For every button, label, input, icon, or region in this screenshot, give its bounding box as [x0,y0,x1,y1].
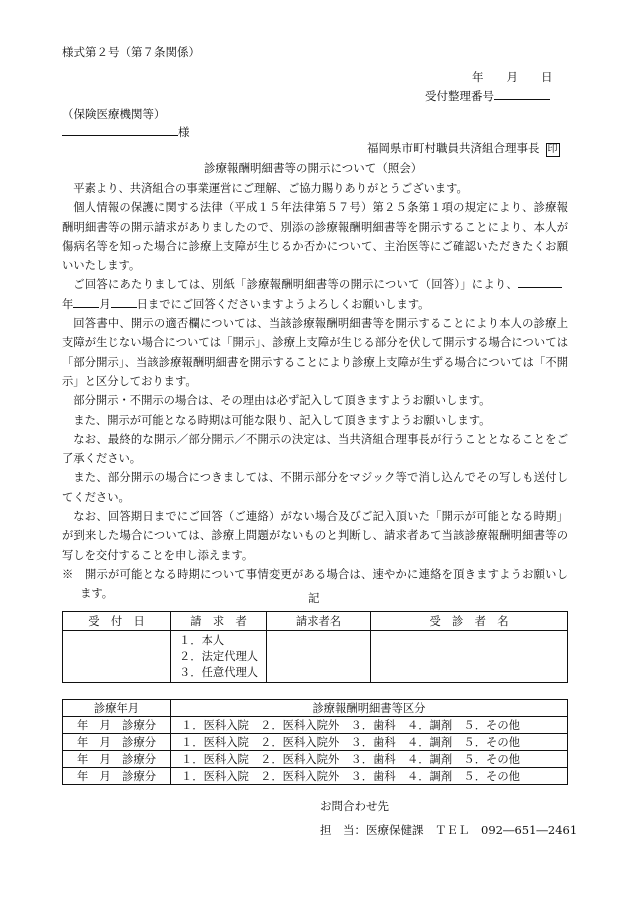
reply-blank-month [111,295,137,308]
receipt-number [425,87,550,105]
sender [367,140,560,157]
addressee-line [62,123,190,141]
header-statement-type: 診療報酬明細書等区分 [171,700,568,717]
reply-month: 月 [99,297,111,311]
ki-heading: 記 [308,591,320,605]
request-table [62,611,568,683]
header-receipt-date: 受 付 日 [63,612,171,631]
header-patient-name: 受 診 者 名 [371,612,568,631]
body-text [62,179,568,604]
contact-person-label: 担 当： [320,823,366,837]
paragraph-classification: 回答書中、開示の適否欄については、当該診療報酬明細書等を開示することにより本人の診療上支障が生じない場合については「開示」、診療上支障が生じる部分を伏して開示する場合については「部分開示」、当該診療報酬明細書を開示することにより診療上支障が生ずる場合については「不開示」と区分しております。 [62,317,568,388]
form-number: 様式第２号（第７条関係） [62,45,200,59]
reply-year: 年 [62,297,74,311]
paragraph-reason: 部分開示・不開示の場合は、その理由は必ず記入して頂きますようお願いします。 [73,394,491,408]
addressee-label: （保険医療機関等） [62,107,166,121]
paragraph-timing: また、開示が可能となる時期は可能な限り、記入して頂きますようお願いします。 [73,413,491,427]
document-title: 診療報酬明細書等の開示について（照会） [204,161,423,175]
requester-option-legal: ２．法定代理人 [179,649,259,663]
reply-part2: 日までにご回答くださいますようよろしくお願いします。 [136,297,430,311]
row-month: 年 月 診療分 [63,768,171,785]
row-types: １．医科入院 ２．医科入院外 ３．歯科 ４．調剤 ５．その他 [171,734,568,751]
paragraph-greeting: 平素より、共済組合の事業運営にご理解、ご協力賜りありがとうございます。 [73,182,468,195]
row-month: 年 月 診療分 [63,717,171,734]
note-mark: ※ [62,567,74,581]
paragraph-decision: なお、最終的な開示／部分開示／不開示の決定は、当共済組合理事長が行うこととなることをご了承ください。 [62,432,568,466]
row-month: 年 月 診療分 [63,734,171,751]
reply-blank-year [73,295,99,308]
receipt-number-label: 受付整理番号 [425,89,494,103]
paragraph-deadline-passed: なお、回答期日までにご回答（ご連絡）がない場合及びご記入頂いた「開示が可能となる時期」が到来した場合については、診療上問題がないものと判断し、請求者あて当該診療報酬明細書等の写しを交付することを申し添えます。 [62,510,568,562]
requester-option-voluntary: ３．任意代理人 [179,665,259,679]
statement-table [62,699,568,785]
paragraph-reply-deadline [62,275,568,314]
cell-requester-options [171,631,267,683]
contact-line [320,822,577,839]
addressee-suffix: 様 [178,125,190,139]
row-types: １．医科入院 ２．医科入院外 ３．歯科 ４．調剤 ５．その他 [171,717,568,734]
cell-patient-name [371,631,568,683]
contact-tel: 092―651―2461 [481,823,578,837]
note-text: 開示が可能となる時期について事情変更がある場合は、速やかに連絡を頂きますようお願いします。 [80,567,568,601]
cell-requester-name [267,631,371,683]
cell-receipt-date [63,631,171,683]
addressee-blank [62,123,178,136]
row-types: １．医科入院 ２．医科入院外 ３．歯科 ４．調剤 ５．その他 [171,768,568,785]
header-requester-name: 請求者名 [267,612,371,631]
date-line: 年 月 日 [472,70,553,84]
contact-tel-label: ＴＥＬ [435,823,470,837]
header-requester: 請 求 者 [171,612,267,631]
reply-blank-a [518,275,562,288]
row-types: １．医科入院 ２．医科入院外 ３．歯科 ４．調剤 ５．その他 [171,751,568,768]
paragraph-partial: また、部分開示の場合につきましては、不開示部分をマジック等で消し込んでその写しも送付してください。 [62,471,568,504]
sender-name: 福岡県市町村職員共済組合理事長 [367,141,540,155]
receipt-number-blank [494,87,550,100]
seal-mark: 印 [547,144,558,155]
row-month: 年 月 診療分 [63,751,171,768]
contact-title: お問合わせ先 [320,799,389,813]
contact-dept: 医療保健課 [366,823,424,837]
requester-option-self: １．本人 [179,633,225,647]
reply-part1: ご回答にあたりましては、別紙「診療報酬明細書等の開示について（回答）」により、 [73,278,518,292]
header-treatment-month: 診療年月 [63,700,171,717]
paragraph-request: 個人情報の保護に関する法律（平成１５年法律第５７号）第２５条第１項の規定により、診療報酬明細書等の開示請求がありましたので、別添の診療報酬明細書等を開示することにより、本人が傷病名等を知った場合に診療上支障が生じるか否かについて、主治医等にご確認いただきたくお願いいたします。 [62,201,568,273]
